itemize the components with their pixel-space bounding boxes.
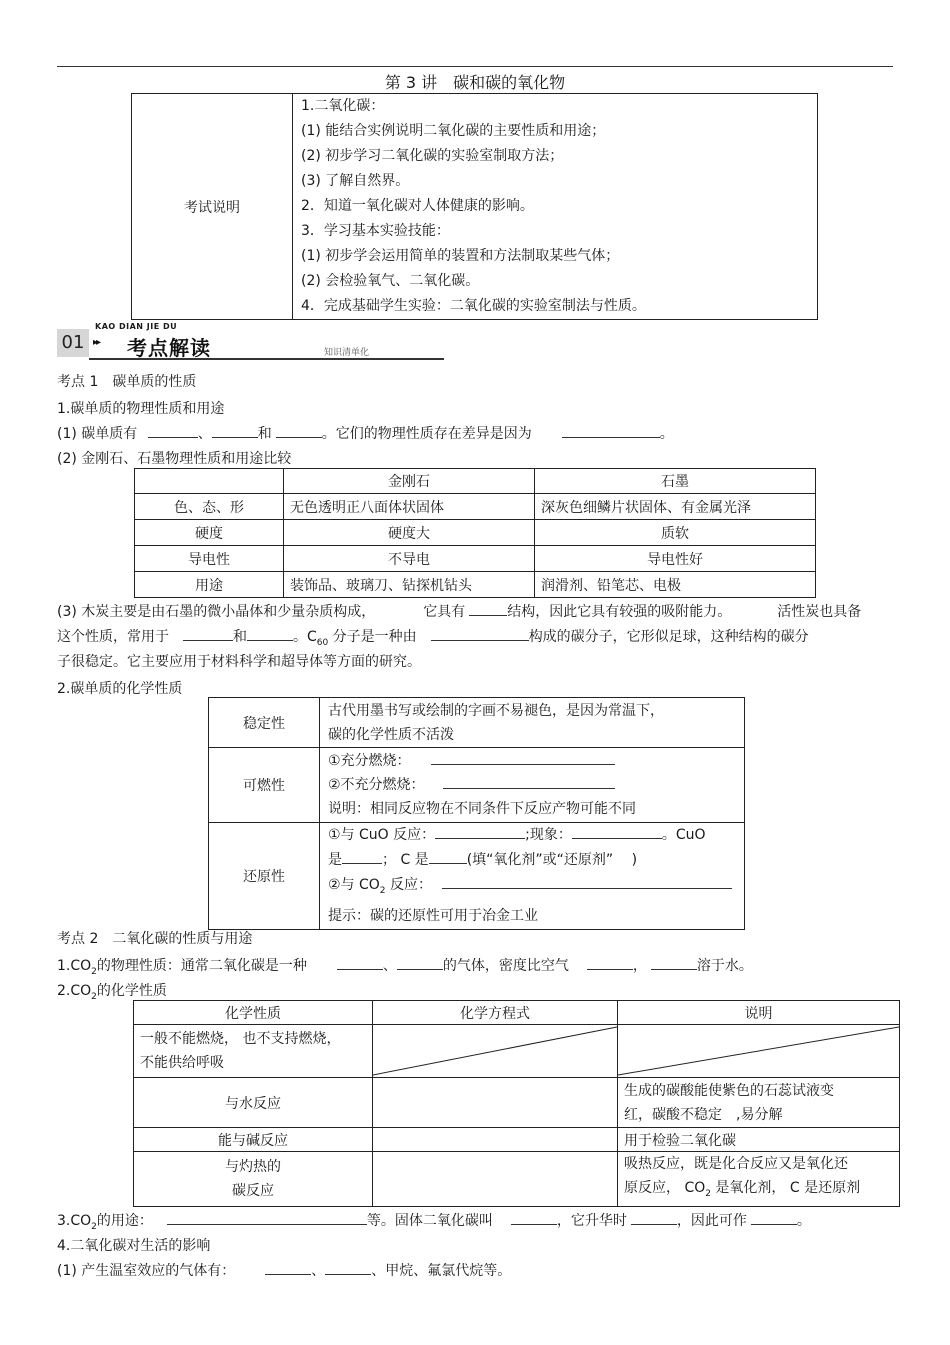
- cell: 导电性: [135, 546, 284, 572]
- double-arrow-icon: ▸▸: [93, 337, 100, 348]
- blank: [751, 1224, 797, 1225]
- exam-line: (2) 初步学习二氧化碳的实验室制取方法；: [301, 148, 564, 164]
- blank: [443, 788, 615, 789]
- cell: [320, 698, 745, 748]
- subscript: 2: [705, 1188, 711, 1199]
- blank: [397, 969, 443, 970]
- k1-q2: (2) 金刚石、石墨物理性质和用途比较: [57, 451, 292, 467]
- subscript: 2: [91, 1221, 97, 1232]
- text: 原反应， CO: [624, 1180, 706, 1196]
- cell: [373, 1078, 618, 1128]
- banner-title: 考点解读: [127, 336, 211, 360]
- cell: [320, 823, 745, 930]
- blank: [167, 1224, 367, 1225]
- exam-content: [293, 94, 818, 320]
- slashed-cell: [373, 1025, 618, 1078]
- text: 结构，因此它具有较强的吸附能力。: [507, 604, 732, 620]
- cell: 能与碱反应: [134, 1128, 373, 1152]
- text: 碳反应: [232, 1182, 274, 1199]
- blank: [587, 969, 633, 970]
- subscript: 2: [91, 966, 97, 977]
- compare-table: [134, 468, 816, 598]
- text: 的物理性质：通常二氧化碳是一种: [96, 958, 307, 974]
- blank: [511, 1224, 557, 1225]
- k1-s2: 2.碳单质的化学性质: [57, 681, 183, 697]
- text: ②与 CO: [328, 877, 380, 893]
- cell: 色、态、形: [135, 494, 284, 520]
- blank: [469, 615, 507, 616]
- text: 和: [233, 629, 247, 645]
- text: 的化学性质: [96, 983, 167, 999]
- cell: 金刚石: [284, 469, 535, 494]
- text: 反应：: [385, 877, 432, 893]
- text: ； C 是: [382, 852, 429, 868]
- k1-q1: [57, 423, 674, 443]
- header-rule: [57, 66, 893, 67]
- text: 、甲烷、氟氯代烷等。: [371, 1263, 512, 1279]
- exam-line: (2) 会检验氧气、二氧化碳。: [301, 273, 480, 289]
- k2-s2: [57, 980, 167, 1002]
- text: 与灼热的: [225, 1158, 281, 1175]
- cell: [373, 1128, 618, 1152]
- banner-underline: [89, 358, 444, 360]
- cell: [618, 1078, 900, 1128]
- text: 。它们的物理性质存在差异是因为: [321, 426, 532, 442]
- blank: [442, 888, 732, 889]
- blank: [247, 640, 293, 641]
- blank: [651, 969, 697, 970]
- k2-s4: 4.二氧化碳对生活的影响: [57, 1238, 211, 1254]
- blank: [212, 437, 258, 438]
- text: 红，碳酸不稳定 ,易分解: [624, 1106, 783, 1123]
- line: [328, 848, 736, 873]
- cell: 化学性质: [134, 1001, 373, 1025]
- text: 古代用墨书写或绘制的字画不易褪色，是因为常温下，: [328, 702, 664, 719]
- blank: [325, 1274, 371, 1275]
- cell: 用途: [135, 572, 284, 598]
- text: 分子是一种由: [328, 629, 417, 645]
- text: 它具有: [423, 604, 466, 620]
- blank: [435, 838, 525, 839]
- k1-s1: 1.碳单质的物理性质和用途: [57, 401, 225, 417]
- cell: [320, 748, 745, 823]
- line: [328, 873, 736, 904]
- blank: [276, 437, 322, 438]
- text: ，因此可作: [676, 1213, 747, 1229]
- line: [328, 823, 736, 848]
- text: 溶于水。: [696, 958, 753, 974]
- cell: [135, 469, 284, 494]
- text: 。CuO: [661, 827, 706, 843]
- k2-heading: 考点 2 二氧化碳的性质与用途: [57, 931, 253, 947]
- text: 说明：相同反应物在不同条件下反应产物可能不同: [328, 801, 636, 817]
- text: 。: [659, 426, 674, 442]
- blank: [431, 764, 615, 765]
- blank: [572, 838, 662, 839]
- cell: 不导电: [284, 546, 535, 572]
- subscript: 2: [379, 885, 386, 896]
- text: (3) 木炭主要是由石墨的微小晶体和少量杂质构成，: [57, 604, 376, 620]
- cell: 硬度: [135, 520, 284, 546]
- k1-q3-l2: [57, 626, 809, 648]
- chem-table: [208, 697, 745, 930]
- cell: 用于检验二氧化碳: [618, 1128, 900, 1152]
- blank: [429, 863, 467, 864]
- cell: 导电性好: [535, 546, 816, 572]
- exam-line: (3) 了解自然界。: [301, 173, 410, 189]
- blank: [148, 437, 198, 438]
- cell: 润滑剂、铅笔芯、电极: [535, 572, 816, 598]
- text: 等。固体二氧化碳叫: [366, 1213, 493, 1229]
- slashed-cell: [618, 1025, 900, 1078]
- text: 的气体，密度比空气: [442, 958, 569, 974]
- cell: 质软: [535, 520, 816, 546]
- blank: [562, 437, 660, 438]
- cell: [134, 1152, 373, 1207]
- subscript: 2: [91, 991, 97, 1002]
- exam-line: (1) 初步学会运用简单的装置和方法制取某些气体；: [301, 248, 620, 264]
- k2-s4-1: [57, 1260, 511, 1280]
- text: 3.CO: [57, 1213, 92, 1229]
- blank: [342, 863, 382, 864]
- diagonal-slash: [618, 1025, 899, 1077]
- exam-line: 2．知道一氧化碳对人体健康的影响。: [301, 198, 534, 214]
- text: 是氧化剂， C 是还原剂: [710, 1180, 861, 1196]
- exam-line: 4．完成基础学生实验：二氧化碳的实验室制法与性质。: [301, 298, 646, 314]
- text: ，它升华时: [556, 1213, 627, 1229]
- exam-line: 1.二氧化碳：: [301, 98, 385, 114]
- cell: 装饰品、玻璃刀、钻探机钻头: [284, 572, 535, 598]
- line: [328, 749, 736, 773]
- cell: 稳定性: [209, 698, 320, 748]
- k2-s1: [57, 955, 753, 977]
- diagonal-slash: [373, 1025, 617, 1077]
- text: 、: [382, 958, 397, 974]
- section-banner: [57, 323, 444, 361]
- text: (填“氧化剂”或“还原剂” ): [466, 852, 638, 868]
- k1-q3-l1: [57, 601, 861, 621]
- blank: [183, 640, 233, 641]
- text: 的用途：: [96, 1213, 153, 1229]
- line: [328, 773, 736, 797]
- text: ，: [632, 958, 647, 974]
- cell: 无色透明正八面体状固体: [284, 494, 535, 520]
- text: ②不充分燃烧：: [328, 777, 425, 793]
- cell: 化学方程式: [373, 1001, 618, 1025]
- text: 碳的化学性质不活泼: [328, 726, 454, 743]
- cell: 可燃性: [209, 748, 320, 823]
- text: 和: [257, 426, 272, 442]
- cell: 说明: [618, 1001, 900, 1025]
- exam-line: (1) 能结合实例说明二氧化碳的主要性质和用途；: [301, 123, 606, 139]
- text: 吸热反应，既是化合反应又是氧化还: [624, 1156, 848, 1172]
- text: ①充分燃烧：: [328, 753, 411, 769]
- text: 。: [796, 1213, 811, 1229]
- cell: 与水反应: [134, 1078, 373, 1128]
- page-title: 第 3 讲 碳和碳的氧化物: [384, 73, 566, 92]
- exam-label: 考试说明: [132, 94, 293, 320]
- banner-pinyin: KAO DIAN JIE DU: [95, 322, 178, 331]
- subscript: 60: [316, 637, 329, 648]
- text: (1) 碳单质有: [57, 426, 138, 442]
- k1-q3-l3: 子很稳定。它主要应用于材料科学和超导体等方面的研究。: [57, 654, 421, 670]
- text: 生成的碳酸能使紫色的石蕊试液变: [624, 1082, 834, 1099]
- banner-number: 01: [57, 329, 89, 357]
- blank: [431, 640, 529, 641]
- exam-table: [131, 93, 818, 320]
- cell: [134, 1025, 373, 1078]
- cell: 硬度大: [284, 520, 535, 546]
- cell: 还原性: [209, 823, 320, 930]
- banner-subtitle: 知识清单化: [324, 348, 370, 358]
- text: 活性炭也具备: [777, 604, 862, 620]
- line: [624, 1176, 893, 1206]
- blank: [337, 969, 383, 970]
- k1-heading: 考点 1 碳单质的性质: [57, 374, 197, 390]
- text: 2.CO: [57, 983, 92, 999]
- text: 这个性质，常用于: [57, 629, 169, 645]
- k2-s3: [57, 1210, 811, 1232]
- text: 是: [328, 852, 342, 868]
- exam-line: 3．学习基本实验技能：: [301, 223, 450, 239]
- text: 1.CO: [57, 958, 92, 974]
- text: 不能供给呼吸: [140, 1055, 224, 1071]
- cell: [618, 1152, 900, 1207]
- blank: [631, 1224, 677, 1225]
- text: ;现象：: [525, 827, 572, 843]
- cell: 石墨: [535, 469, 816, 494]
- cell: [373, 1152, 618, 1207]
- text: 、: [311, 1263, 326, 1279]
- cell: 深灰色细鳞片状固体、有金属光泽: [535, 494, 816, 520]
- text: 构成的碳分子，它形似足球，这种结构的碳分: [528, 629, 809, 645]
- text: 一般不能燃烧， 也不支持燃烧，: [140, 1031, 341, 1047]
- co2-table: [133, 1000, 900, 1207]
- blank: [265, 1274, 311, 1275]
- text: 提示：碳的还原性可用于冶金工业: [328, 907, 538, 924]
- text: 。C: [293, 629, 317, 645]
- text: 、: [197, 426, 212, 442]
- text: ①与 CuO 反应：: [328, 827, 436, 843]
- text: (1) 产生温室效应的气体有：: [57, 1263, 236, 1279]
